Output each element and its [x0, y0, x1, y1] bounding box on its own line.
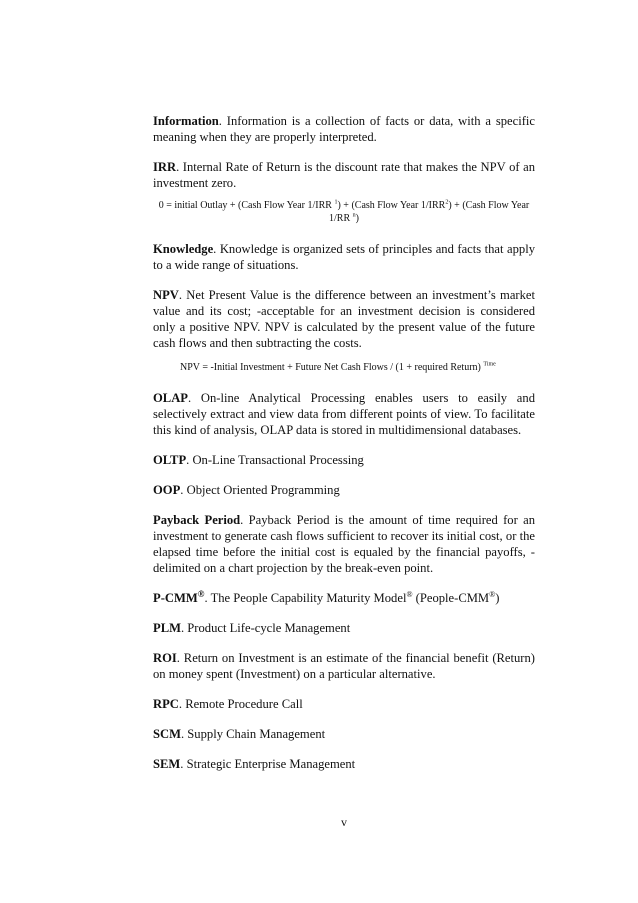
glossary-entry-information	[153, 113, 535, 145]
glossary-definition: . The People Capability Maturity Model	[204, 591, 407, 605]
registered-mark: ®	[489, 589, 496, 599]
formula-exponent: 1	[334, 199, 338, 206]
glossary-term: PLM	[153, 621, 181, 635]
glossary-term: P-CMM	[153, 591, 198, 605]
glossary-definition: . Internal Rate of Return is the discount rate that makes the NPV of an investment zero.	[153, 160, 535, 190]
glossary-definition: (People-CMM	[412, 591, 490, 605]
glossary-entry-roi	[153, 650, 535, 682]
formula-text: )	[355, 213, 359, 224]
glossary-term: Knowledge	[153, 242, 214, 256]
glossary-term: SCM	[153, 727, 181, 741]
glossary-entry-irr	[153, 159, 535, 191]
npv-formula	[153, 361, 535, 374]
glossary-entry-knowledge	[153, 241, 535, 273]
glossary-definition: . On-Line Transactional Processing	[186, 453, 364, 467]
glossary-term: Information	[153, 114, 219, 128]
irr-formula	[153, 199, 535, 225]
glossary-entry-rpc	[153, 696, 535, 712]
glossary-term: RPC	[153, 697, 179, 711]
glossary-entry-scm	[153, 726, 535, 742]
formula-exponent: n	[352, 212, 356, 219]
glossary-term: ROI	[153, 651, 177, 665]
glossary-term: Payback Period	[153, 513, 241, 527]
glossary-definition: . Product Life-cycle Management	[180, 621, 351, 635]
formula-exponent: Time	[483, 361, 496, 368]
registered-mark: ®	[406, 589, 413, 599]
glossary-term: SEM	[153, 757, 181, 771]
glossary-definition: . Payback Period is the amount of time required for an investment to generate cash flows sufficient to recover its initial cost, or the elapsed time before the initial cost is equaled by the financial payoffs, -delimited on a chart projection by the break-even point.	[153, 513, 535, 575]
glossary-definition: . Strategic Enterprise Management	[180, 757, 356, 771]
glossary-entry-oltp	[153, 452, 535, 468]
formula-exponent: 2	[445, 199, 449, 206]
glossary-definition: . On-line Analytical Processing enables users to easily and selectively extract and view data from different points of view. To facilitate this kind of analysis, OLAP data is stored in multidimensional databases.	[153, 391, 535, 437]
glossary-term: NPV	[153, 288, 179, 302]
glossary-definition: )	[495, 591, 500, 605]
glossary-definition: . Object Oriented Programming	[180, 483, 340, 497]
glossary-entry-plm	[153, 620, 535, 636]
glossary-body	[153, 113, 535, 786]
glossary-entry-oop	[153, 482, 535, 498]
glossary-term: IRR	[153, 160, 177, 174]
formula-text: ) + (Cash Flow Year 1/RR	[329, 200, 530, 224]
formula-text: NPV = -Initial Investment + Future Net Cash Flows / (1 + required Return)	[180, 362, 484, 373]
registered-mark: ®	[197, 588, 205, 599]
formula-text: 0 = initial Outlay + (Cash Flow Year 1/IRR	[158, 200, 335, 211]
page-number: v	[341, 815, 347, 829]
glossary-definition: . Return on Investment is an estimate of the financial benefit (Return) on money spent (Investment) on a particular alternative.	[153, 651, 535, 681]
glossary-entry-npv	[153, 287, 535, 351]
glossary-definition: . Supply Chain Management	[181, 727, 326, 741]
glossary-entry-olap	[153, 390, 535, 438]
glossary-entry-payback-period	[153, 512, 535, 576]
glossary-term: OLTP	[153, 453, 187, 467]
glossary-term: OOP	[153, 483, 181, 497]
glossary-definition: . Net Present Value is the difference between an investment’s market value and its cost; -acceptable for an investment decision is considered only a positive NPV. NPV is calculated by the present value of the future cash flows and then subtracting the costs.	[153, 288, 535, 350]
glossary-definition: . Knowledge is organized sets of principles and facts that apply to a wide range of situations.	[153, 242, 535, 272]
glossary-term: OLAP	[153, 391, 188, 405]
formula-text: ) + (Cash Flow Year 1/IRR	[337, 200, 446, 211]
glossary-definition: . Remote Procedure Call	[178, 697, 303, 711]
glossary-entry-sem	[153, 756, 535, 772]
glossary-entry-pcmm	[153, 590, 535, 606]
glossary-definition: . Information is a collection of facts or data, with a specific meaning when they are properly interpreted.	[153, 114, 535, 144]
